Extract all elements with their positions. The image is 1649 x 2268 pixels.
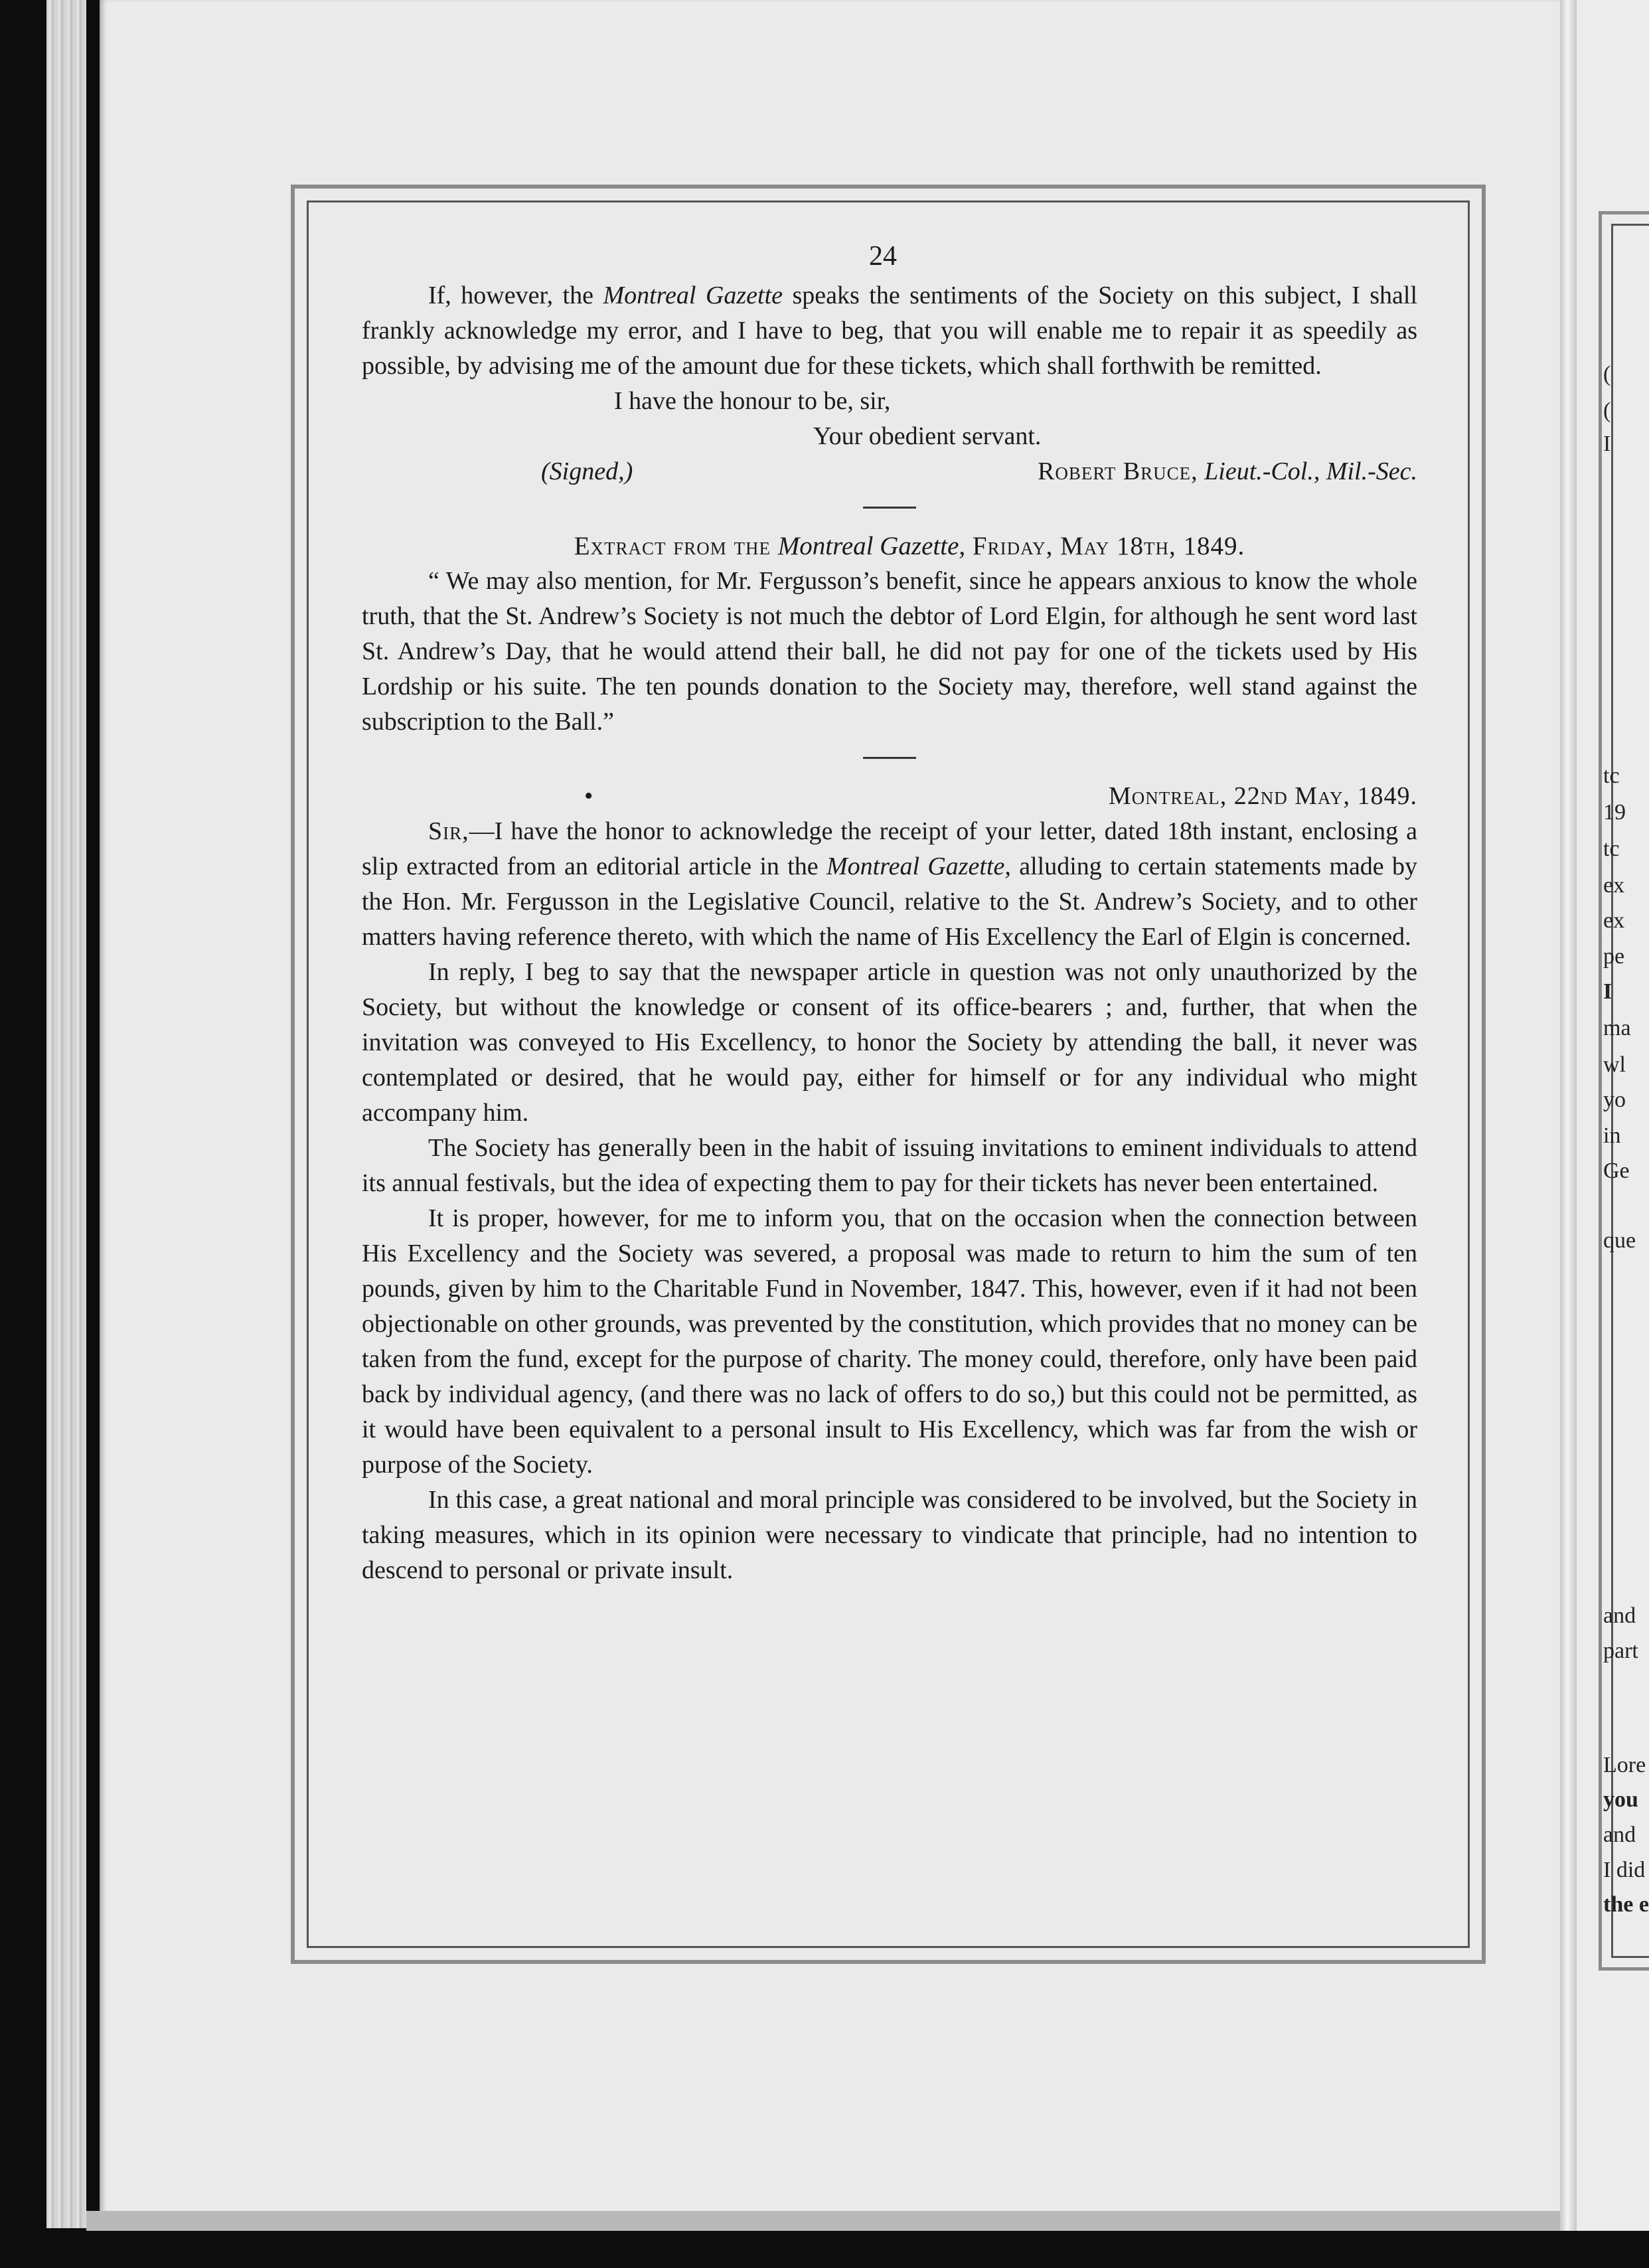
signature-line	[362, 454, 1417, 489]
newspaper-title: Montreal Gazette	[603, 282, 783, 309]
closing-line: Your obedient servant.	[813, 422, 1042, 450]
reply-text: —I have the honor to acknowledge the receipt of your letter, dated 18th instant, enclosing a slip extracted from an editorial article in the	[362, 817, 1417, 880]
page-content	[362, 239, 1417, 1588]
extract-heading	[362, 528, 1417, 564]
page-bottom-shadow	[86, 2211, 1567, 2231]
signed-label: (Signed,)	[541, 457, 633, 485]
section-divider	[863, 757, 916, 759]
reply-dateline-row	[362, 779, 1417, 814]
right-page-fragment: (	[1603, 362, 1611, 386]
right-page-fragment: Lore	[1603, 1753, 1646, 1777]
signatory-name: Robert Bruce,	[1038, 457, 1198, 485]
signed-marker	[362, 454, 633, 489]
right-page-fragment: tc	[1603, 764, 1620, 788]
extract-heading-prefix: Extract from the	[574, 532, 778, 560]
right-page-fragment: wl	[1603, 1052, 1626, 1077]
signatory	[1038, 454, 1417, 489]
right-page-fragment: (	[1603, 398, 1611, 423]
extract-heading-date: Friday, May 18th, 1849.	[965, 532, 1245, 560]
stray-mark: •	[584, 782, 593, 810]
section-divider	[863, 507, 916, 509]
right-page-fragment: I did	[1603, 1858, 1646, 1882]
right-page-fragment: pe	[1603, 944, 1625, 969]
right-page-fragment: the e	[1603, 1892, 1649, 1917]
book-page-edges	[46, 0, 86, 2228]
reply-text: alluding to certain statements made by the Hon. Mr. Fergusson in the Legislative Council, relative to the St. Andrew’s Society, and to other matters having reference thereto, with which the name of His Excellency the Earl of Elgin is concerned.	[362, 852, 1417, 951]
letter-paragraph	[362, 278, 1417, 384]
right-page-fragment: I	[1603, 432, 1611, 456]
right-page-fragment: and	[1603, 1603, 1636, 1628]
right-page-fragment: 19	[1603, 800, 1626, 825]
right-page-fragment: Ge	[1603, 1159, 1630, 1183]
reply-paragraph-3: The Society has generally been in the habit of issuing invitations to eminent individuals to attend its annual festivals, but the idea of expecting them to pay for their tickets has never been entertained.	[362, 1134, 1417, 1197]
right-page-fragment: ex	[1603, 908, 1625, 933]
right-page-fragment: ma	[1603, 1016, 1631, 1040]
closing-line: I have the honour to be, sir,	[614, 387, 891, 415]
right-page-fragment: ex	[1603, 873, 1625, 898]
reply-paragraph-1	[362, 814, 1417, 955]
right-page-fragment: I	[1603, 979, 1612, 1004]
right-page-fragment: tc	[1603, 837, 1620, 861]
book-gutter	[1560, 0, 1579, 2231]
letter-text: speaks the sentiments of the Society on this subject, I shall frankly acknowledge my error, and I have to beg, that you will enable me to repair it as speedily as possible, by advising me of the amount due for these tickets, which shall forthwith be remitted.	[362, 282, 1418, 380]
salutation: Sir,	[428, 817, 469, 845]
extract-text: “ We may also mention, for Mr. Fergusson’s benefit, since he appears anxious to know the whole truth, that the St. Andrew’s Society is not much the debtor of Lord Elgin, for although he sent word last St. Andrew’s Day, that he would attend their ball, he did not pay for one of the tickets used by His Lordship or his suite. The ten pounds donation to the Society may, therefore, well stand against the subscription to the Ball.”	[362, 567, 1417, 736]
reply-paragraph-2: In reply, I beg to say that the newspaper article in question was not only unauthorized by the Society, but without the knowledge or consent of its office-bearers ; and, further, that when the invitation was conveyed to His Excellency, to honor the Society by attending the ball, it never was contemplated or desired, that he would pay, either for himself or for any individual who might accompany him.	[362, 958, 1417, 1127]
right-page-fragment: you	[1603, 1787, 1638, 1812]
right-page-fragment: part	[1603, 1639, 1638, 1663]
letter-text: If, however, the	[428, 282, 603, 309]
signatory-title: Lieut.-Col., Mil.-Sec.	[1204, 457, 1417, 485]
reply-dateline: Montreal, 22nd May, 1849.	[1108, 782, 1417, 810]
right-page-fragment: in	[1603, 1123, 1621, 1148]
newspaper-title: Montreal Gazette,	[826, 852, 1011, 880]
reply-paragraph-5: In this case, a great national and moral principle was considered to be involved, but the Society in taking measures, which in its opinion were necessary to vindicate that principle, had no intention to descend to personal or private insult.	[362, 1486, 1417, 1584]
right-page-fragment: yo	[1603, 1088, 1626, 1112]
reply-paragraph-4: It is proper, however, for me to inform you, that on the occasion when the connection between His Excellency and the Society was severed, a proposal was made to return to him the sum of ten pounds, given by him to the Charitable Fund in November, 1847. This, however, even if it had not been objectionable on other grounds, was prevented by the constitution, which provides that no money can be taken from the fund, except for the purpose of charity. The money could, therefore, only have been paid back by individual agency, (and there was no lack of offers to do so,) but this could not be permitted, as it would have been equivalent to a personal insult to His Excellency, which was far from the wish or purpose of the Society.	[362, 1204, 1417, 1479]
right-page-fragment: and	[1603, 1822, 1636, 1847]
extract-heading-newspaper: Montreal Gazette,	[777, 532, 966, 560]
page-number: 24	[869, 241, 897, 272]
right-page-fragment: que	[1603, 1228, 1636, 1253]
